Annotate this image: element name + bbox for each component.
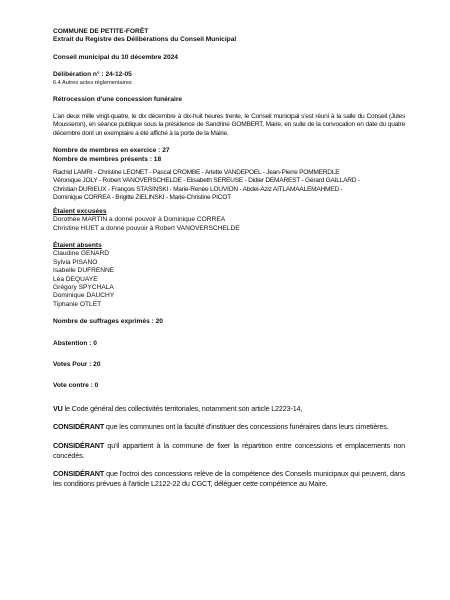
excuse-item: Christine HUET a donné pouvoir à Robert VANOVERSCHELDE xyxy=(53,224,240,232)
absent-item: Claudine GENARD xyxy=(53,250,110,258)
considerant-paragraph xyxy=(53,441,405,460)
registre-title: Extrait du Registre des Délibérations du Conseil Municipal xyxy=(53,36,237,44)
excuses-title: Étaient excusées xyxy=(53,207,107,215)
considerant-paragraph xyxy=(53,469,405,488)
considerant-paragraph xyxy=(53,422,405,432)
absents-title: Étaient absents xyxy=(53,241,102,249)
seance-date: Conseil municipal du 10 décembre 2024 xyxy=(53,53,178,61)
presents-line: Véronique JOLY - Robert VANOVERSCHELDE - Elisabeth SEREUSE - Didier DEMAREST - Gérard GAILLARD - xyxy=(53,177,360,185)
suffrages-count: Nombre de suffrages exprimés : 20 xyxy=(53,318,163,326)
considerant-lead: CONSIDÉRANT xyxy=(53,422,105,432)
category-line: 6.4 Autres actes réglementaires xyxy=(53,79,132,86)
membres-presents: Nombre de membres présents : 18 xyxy=(53,155,162,163)
absent-item: Dominique DAUCHY xyxy=(53,292,115,300)
absent-item: Tiphanie OTLET xyxy=(53,300,102,308)
vu-paragraph xyxy=(53,404,405,414)
considerant-text: que l'octroi des concessions relève de la compétence des Conseils municipaux qui peuvent, dans les conditions prévues à l'article L2122-22 du CGCT, déléguer cette compétence au Maire. xyxy=(53,469,405,488)
membres-exercice: Nombre de membres en exercice : 27 xyxy=(53,147,170,155)
intro-paragraph: L'an deux mille vingt-quatre, le dix décembre à dix-huit heures trente, le Conseil municipal s'est réuni à la salle du Conseil (Jules Mousseron), en séance publique sous la présidence de Sandrine GOMBERT, Maire, en suite de la convocation en date du quatre décembre dont un exemplaire a été affiché à la porte de la Mairie. xyxy=(53,113,405,137)
vu-lead: VU xyxy=(53,403,63,413)
absent-item: Grégory SPYCHALA xyxy=(53,283,114,291)
presents-line: Rachid LAMRI - Christine LEONET - Pascal CROMBE - Arlette VANDEPOEL - Jean-Pierre POMMERDLE xyxy=(53,169,340,177)
presents-line: Dominique CORREA - Brigitte ZIELINSKI - Marie-Christine PICOT xyxy=(53,194,231,202)
absent-item: Isabelle DUFRENNE xyxy=(53,267,115,275)
vu-text: le Code général des collectivités territoriales, notamment son article L2223-14, xyxy=(62,403,303,413)
considerant-lead: CONSIDÉRANT xyxy=(53,440,105,450)
abstention-count: Abstention : 0 xyxy=(53,339,97,347)
considerant-text: qu'il appartient à la commune de fixer la répartition entre concessions et emplacements non concédés. xyxy=(53,440,405,460)
presents-list xyxy=(53,169,405,203)
votes-pour-count: Votes Pour : 20 xyxy=(53,360,101,368)
absent-item: Sylvia PISANO xyxy=(53,258,98,266)
deliberation-number: Délibération n° : 24-12-05 xyxy=(53,71,132,79)
deliberation-body xyxy=(53,28,405,488)
commune-name: COMMUNE DE PETITE-FORÊT xyxy=(53,28,149,35)
objet-title: Rétrocession d'une concession funéraire xyxy=(53,95,183,103)
considerant-text: que les communes ont la faculté d'instituer des concessions funéraires dans leurs cimetières. xyxy=(104,422,389,432)
presents-line: Christian DURIEUX - François STASINSKI - Marie-Renée LOUVION - Abdel-Aziz AITLAMAALEMAHMED - xyxy=(53,185,343,193)
considerant-lead: CONSIDÉRANT xyxy=(53,469,105,479)
absent-item: Léa DEQUAYE xyxy=(53,275,98,283)
excuse-item: Dorothée MARTIN a donné pouvoir à Dominique CORREA xyxy=(53,216,226,224)
votes-contre-count: Vote contre : 0 xyxy=(53,382,99,390)
